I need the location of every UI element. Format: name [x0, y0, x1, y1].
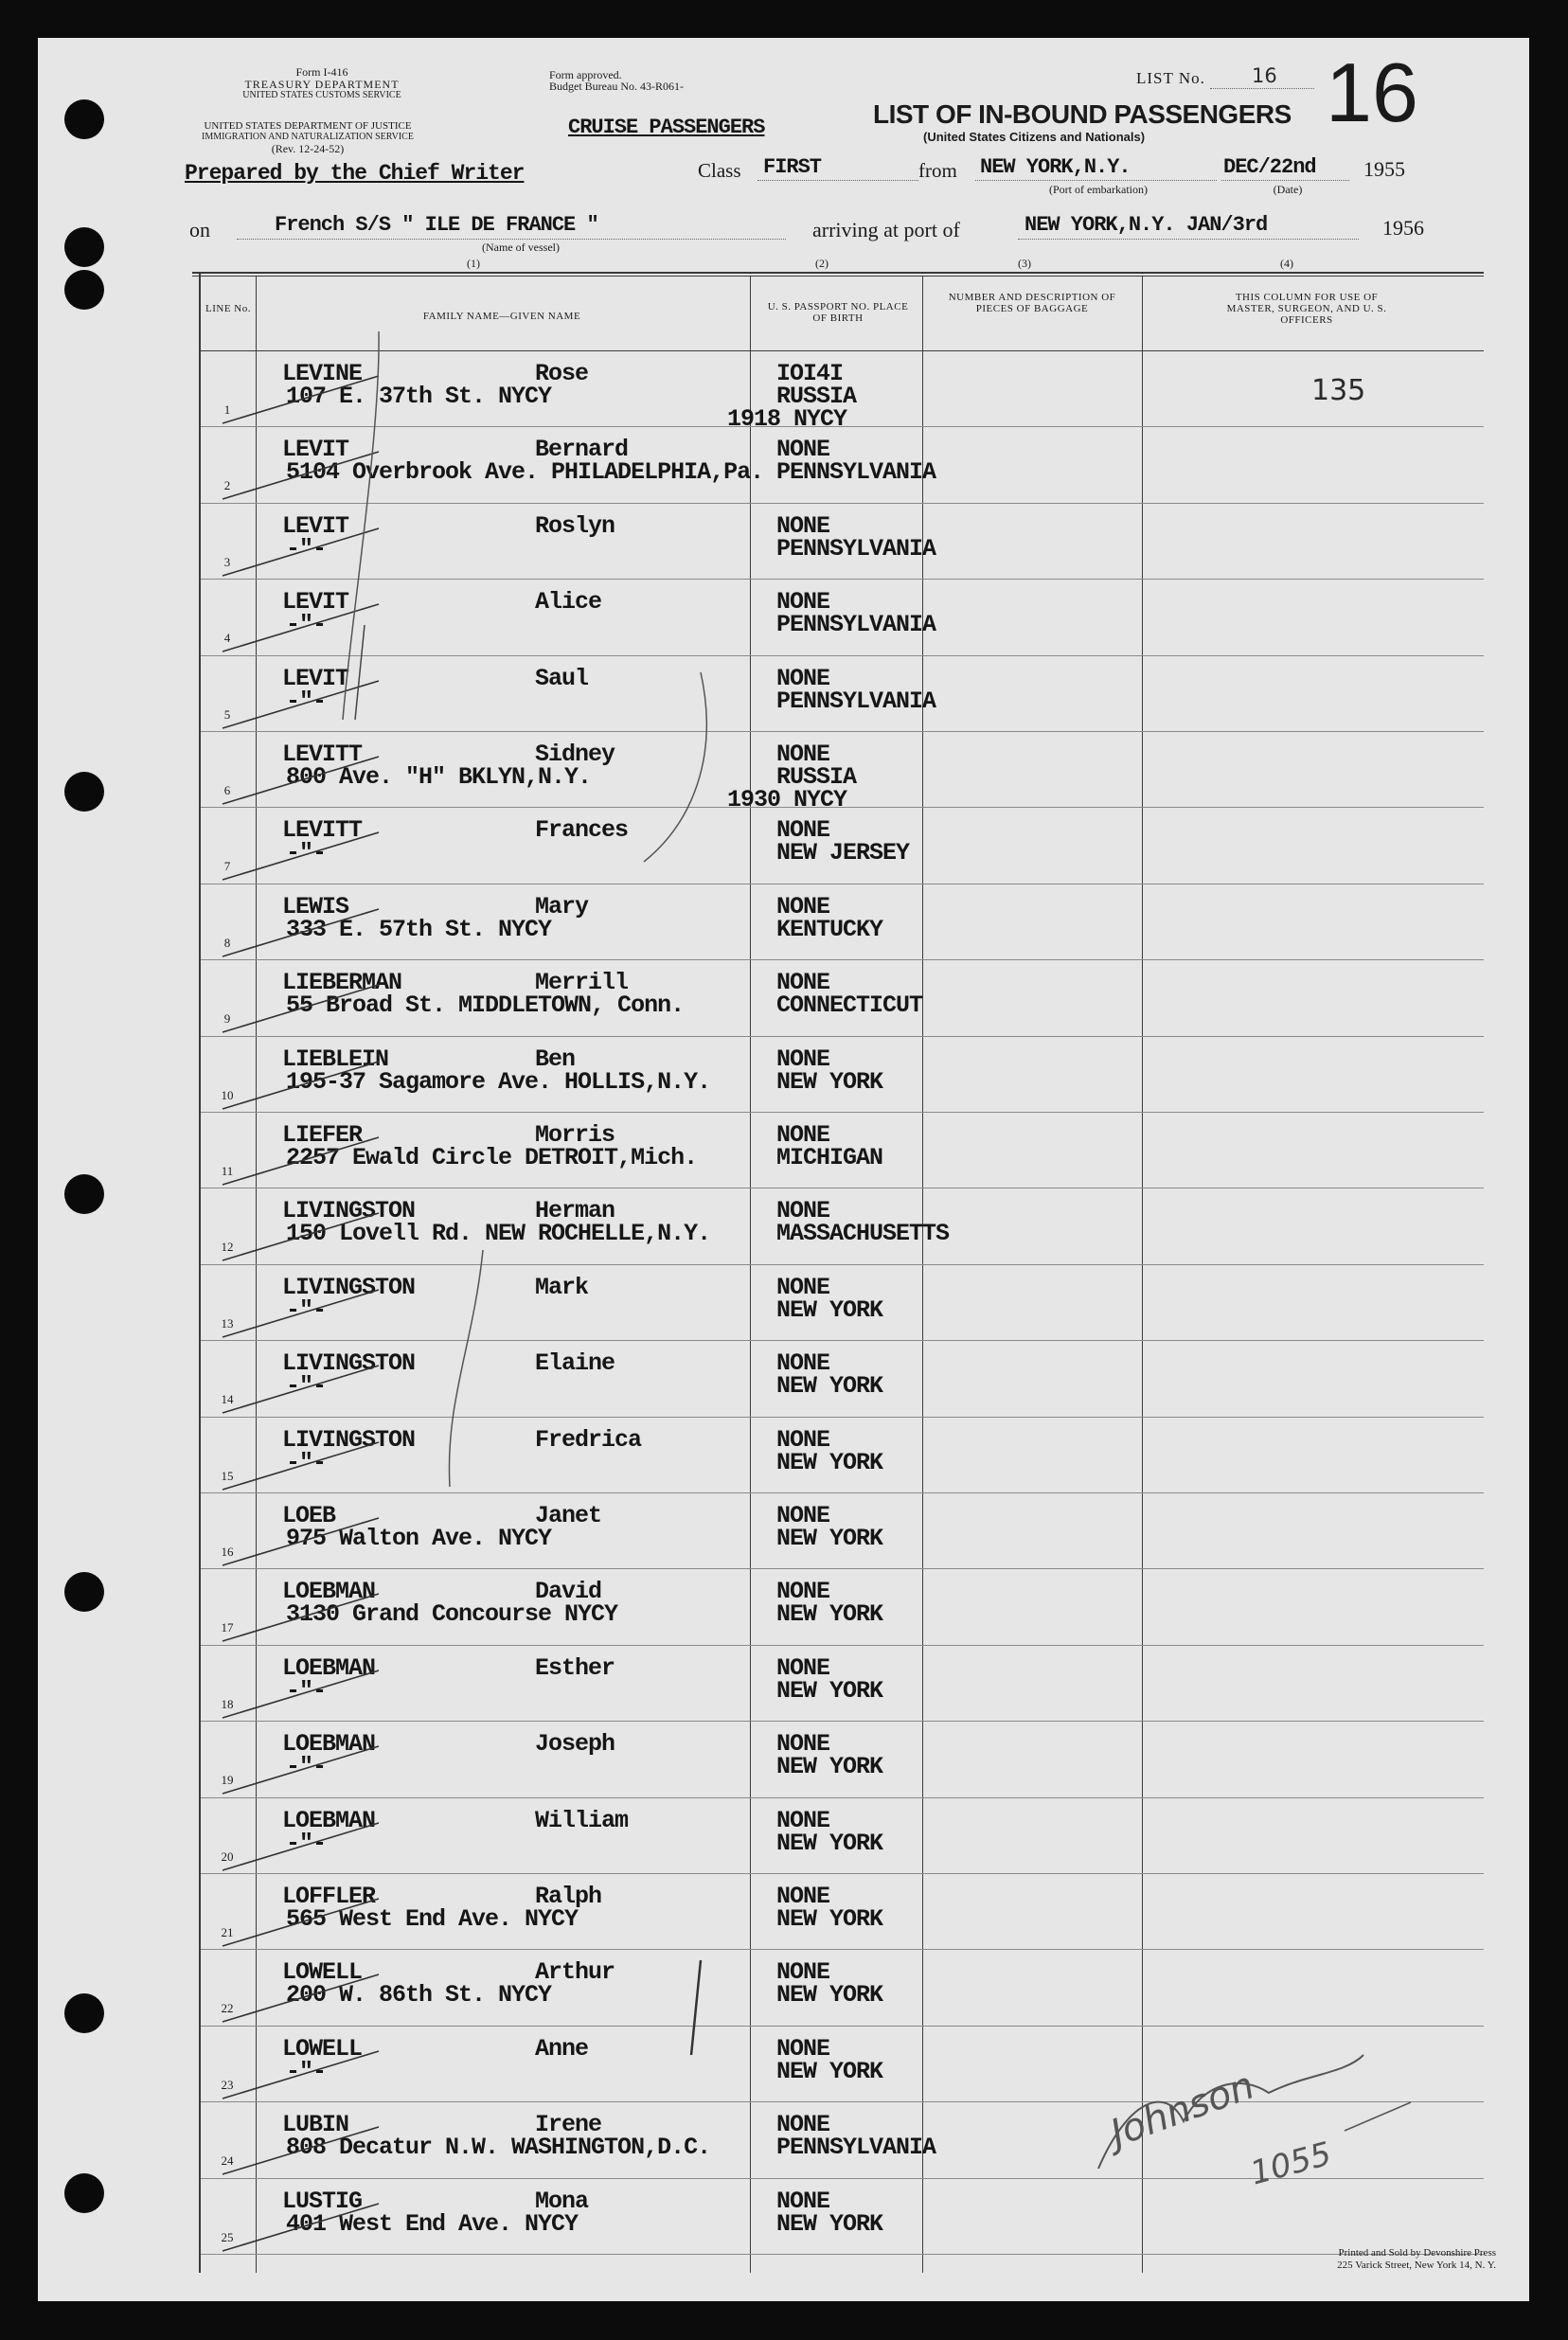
- line-number: 7: [223, 859, 231, 874]
- given-name: Herman: [535, 1197, 615, 1225]
- manifest-page: [38, 38, 1529, 2301]
- class-label: Class: [698, 159, 741, 182]
- line-number: 3: [223, 554, 231, 569]
- family-name: LIVINGSTON: [282, 1425, 416, 1454]
- header-baggage: NUMBER AND DESCRIPTION OF PIECES OF BAGGAGE: [948, 292, 1116, 314]
- passport-no: NONE: [776, 816, 830, 845]
- given-name: Arthur: [535, 1958, 615, 1987]
- place-of-birth: NEW YORK: [776, 1372, 883, 1401]
- col-marker-1: (1): [467, 257, 480, 270]
- port-caption: (Port of embarkation): [1049, 183, 1148, 196]
- passport-no: NONE: [776, 588, 830, 616]
- family-name: LOEBMAN: [282, 1653, 376, 1682]
- family-name: LIVINGSTON: [282, 1349, 416, 1378]
- address: 55 Broad St. MIDDLETOWN, Conn.: [286, 991, 685, 1020]
- budget-bureau: Budget Bureau No. 43-R061-: [549, 80, 684, 93]
- address: -"-: [286, 1676, 327, 1705]
- list-title: LIST OF IN-BOUND PASSENGERS: [873, 99, 1292, 129]
- naturalization: 1930 NYCY: [727, 786, 847, 813]
- place-of-birth: MICHIGAN: [776, 1144, 883, 1171]
- list-no-value: 16: [1252, 64, 1277, 87]
- passport-no: NONE: [776, 741, 830, 768]
- given-name: Janet: [535, 1502, 602, 1529]
- place-of-birth: NEW YORK: [776, 1981, 883, 2010]
- address: 5104 Overbrook Ave. PHILADELPHIA,Pa.: [286, 458, 764, 487]
- passport-no: NONE: [776, 2034, 830, 2063]
- passport-no: NONE: [776, 2187, 830, 2215]
- given-name: Sidney: [535, 741, 615, 768]
- address: 565 West End Ave. NYCY: [286, 1905, 579, 1933]
- passport-no: NONE: [776, 436, 830, 464]
- place-of-birth: PENNSYLVANIA: [776, 2134, 936, 2162]
- line-number: 6: [223, 783, 231, 797]
- place-of-birth: NEW YORK: [776, 1676, 883, 1705]
- from-label: from: [918, 159, 957, 182]
- given-name: Ralph: [535, 1883, 602, 1910]
- passport-no: NONE: [776, 1045, 830, 1073]
- list-no-label: LIST No.: [1136, 69, 1205, 87]
- place-of-birth: NEW YORK: [776, 1448, 883, 1476]
- date-caption: (Date): [1273, 183, 1303, 196]
- given-name: Frances: [535, 816, 629, 845]
- address: -"-: [286, 687, 327, 715]
- given-name: Bernard: [535, 436, 629, 464]
- list-no-stamp: 16: [1326, 45, 1418, 139]
- vessel-caption: (Name of vessel): [482, 241, 560, 254]
- line-number: 15: [221, 1468, 234, 1483]
- year-arrival: 1956: [1382, 216, 1424, 240]
- given-name: Elaine: [535, 1349, 615, 1378]
- printer-footer-line2: 225 Varick Street, New York 14, N. Y.: [1337, 2260, 1496, 2271]
- line-number: 4: [223, 631, 231, 646]
- col-marker-4: (4): [1280, 257, 1293, 270]
- place-of-birth: PENNSYLVANIA: [776, 687, 936, 715]
- line-number: 2: [223, 478, 231, 493]
- departure-date: DEC/22nd: [1223, 155, 1316, 179]
- given-name: Roslyn: [535, 511, 615, 540]
- line-number: 23: [221, 2077, 234, 2092]
- passport-no: NONE: [776, 1958, 830, 1987]
- passport-no: NONE: [776, 1273, 830, 1301]
- passport-no: NONE: [776, 1425, 830, 1454]
- place-of-birth: CONNECTICUT: [776, 991, 923, 1020]
- arrival-port-date: NEW YORK,N.Y. JAN/3rd: [1025, 213, 1268, 237]
- place-of-birth: NEW YORK: [776, 1295, 883, 1324]
- line-number: 22: [221, 2001, 234, 2016]
- examiner-number: 1055: [1246, 2135, 1336, 2193]
- pencil-marks: [38, 38, 1529, 2301]
- place-of-birth: RUSSIA: [776, 383, 857, 410]
- justice-dept: UNITED STATES DEPARTMENT OF JUSTICE: [204, 120, 412, 132]
- family-name: LOEBMAN: [282, 1730, 376, 1759]
- form-number: Form I-416: [295, 65, 348, 79]
- given-name: Rose: [535, 360, 589, 387]
- passport-no: NONE: [776, 2111, 830, 2139]
- passport-no: NONE: [776, 511, 830, 540]
- family-name: LOWELL: [282, 1958, 363, 1987]
- line-number: 12: [221, 1240, 234, 1255]
- given-name: William: [535, 1806, 629, 1834]
- place-of-birth: PENNSYLVANIA: [776, 611, 936, 639]
- address: 3130 Grand Concourse NYCY: [286, 1600, 618, 1629]
- line-number: 17: [221, 1620, 234, 1635]
- address: 200 W. 86th St. NYCY: [286, 1981, 552, 2010]
- family-name: LOEB: [282, 1502, 336, 1529]
- given-name: Irene: [535, 2111, 602, 2139]
- class-value: FIRST: [763, 155, 822, 179]
- given-name: Fredrica: [535, 1425, 642, 1454]
- family-name: LIEFER: [282, 1121, 363, 1149]
- address: 107 E. 37th St. NYCY: [286, 383, 552, 410]
- form-approved: Form approved.: [549, 68, 622, 81]
- line-number: 20: [221, 1849, 234, 1864]
- passport-no: NONE: [776, 1502, 830, 1529]
- passport-no: NONE: [776, 1883, 830, 1910]
- form-revision: (Rev. 12-24-52): [271, 142, 345, 155]
- family-name: LEVINE: [282, 360, 363, 387]
- family-name: LEVIT: [282, 511, 349, 540]
- passport-no: NONE: [776, 1121, 830, 1149]
- address: -"-: [286, 1295, 327, 1324]
- given-name: Mona: [535, 2187, 589, 2215]
- treasury-dept: TREASURY DEPARTMENT: [244, 78, 400, 91]
- port-embarkation: NEW YORK,N.Y.: [980, 155, 1131, 179]
- given-name: Anne: [535, 2034, 589, 2063]
- col-marker-2: (2): [815, 257, 829, 270]
- given-name: Saul: [535, 664, 589, 692]
- line-number: 21: [221, 1925, 234, 1939]
- passport-no: NONE: [776, 664, 830, 692]
- family-name: LIEBERMAN: [282, 969, 402, 997]
- place-of-birth: NEW YORK: [776, 1600, 883, 1629]
- address: 401 West End Ave. NYCY: [286, 2209, 579, 2238]
- family-name: LEVIT: [282, 588, 349, 616]
- place-of-birth: PENNSYLVANIA: [776, 534, 936, 563]
- place-of-birth: KENTUCKY: [776, 915, 883, 943]
- family-name: LOEBMAN: [282, 1578, 376, 1606]
- address: 2257 Ewald Circle DETROIT,Mich.: [286, 1144, 698, 1171]
- passport-no: NONE: [776, 1730, 830, 1759]
- passport-no: NONE: [776, 892, 830, 920]
- passport-no: NONE: [776, 1197, 830, 1225]
- customs-service: UNITED STATES CUSTOMS SERVICE: [242, 90, 401, 100]
- address: -"-: [286, 611, 327, 639]
- prepared-by: Prepared by the Chief Writer: [185, 161, 525, 186]
- address: -"-: [286, 1372, 327, 1401]
- address: -"-: [286, 1753, 327, 1781]
- family-name: LOEBMAN: [282, 1806, 376, 1834]
- address: -"-: [286, 2057, 327, 2085]
- given-name: Alice: [535, 588, 602, 616]
- on-label: on: [189, 218, 210, 241]
- place-of-birth: MASSACHUSETTS: [776, 1220, 950, 1248]
- place-of-birth: RUSSIA: [776, 763, 857, 791]
- place-of-birth: NEW YORK: [776, 1067, 883, 1096]
- vessel-name: French S/S " ILE DE FRANCE ": [275, 213, 598, 237]
- place-of-birth: PENNSYLVANIA: [776, 458, 936, 487]
- arriving-label: arriving at port of: [812, 218, 960, 241]
- line-number: 9: [223, 1011, 231, 1027]
- given-name: Mark: [535, 1273, 589, 1301]
- header-line-no: LINE No.: [205, 303, 251, 314]
- given-name: Mary: [535, 892, 589, 920]
- given-name: Morris: [535, 1121, 615, 1149]
- place-of-birth: NEW YORK: [776, 1525, 883, 1552]
- place-of-birth: NEW YORK: [776, 2209, 883, 2238]
- officer-note: 135: [1311, 374, 1366, 407]
- address: 808 Decatur N.W. WASHINGTON,D.C.: [286, 2134, 711, 2162]
- line-number: 13: [221, 1315, 234, 1331]
- family-name: LEVIT: [282, 664, 349, 692]
- naturalization: 1918 NYCY: [727, 405, 847, 433]
- family-name: LIEBLEIN: [282, 1045, 389, 1073]
- family-name: LEVITT: [282, 741, 363, 768]
- passport-no: IOI4I: [776, 360, 844, 387]
- passport-no: NONE: [776, 1349, 830, 1378]
- address: 800 Ave. "H" BKLYN,N.Y.: [286, 763, 592, 791]
- address: -"-: [286, 1448, 327, 1476]
- family-name: LEWIS: [282, 892, 349, 920]
- given-name: David: [535, 1578, 602, 1606]
- line-number: 25: [221, 2229, 234, 2244]
- given-name: Esther: [535, 1653, 615, 1682]
- col-marker-3: (3): [1018, 257, 1031, 270]
- passport-no: NONE: [776, 969, 830, 997]
- line-number: 16: [221, 1545, 234, 1559]
- line-number: 11: [221, 1164, 234, 1178]
- family-name: LOFFLER: [282, 1883, 376, 1910]
- ins-service: IMMIGRATION AND NATURALIZATION SERVICE: [202, 132, 414, 142]
- address: -"-: [286, 1829, 327, 1857]
- cruise-passengers-stamp: CRUISE PASSENGERS: [568, 116, 765, 139]
- passport-no: NONE: [776, 1806, 830, 1834]
- printer-footer-line1: Printed and Sold by Devonshire Press: [1338, 2247, 1496, 2259]
- address: -"-: [286, 839, 327, 867]
- family-name: LOWELL: [282, 2034, 363, 2063]
- given-name: Ben: [535, 1045, 576, 1073]
- family-name: LEVITT: [282, 816, 363, 845]
- passport-no: NONE: [776, 1578, 830, 1606]
- list-subtitle: (United States Citizens and Nationals): [923, 130, 1146, 144]
- address: 333 E. 57th St. NYCY: [286, 915, 552, 943]
- family-name: LIVINGSTON: [282, 1197, 416, 1225]
- line-number: 5: [223, 706, 231, 722]
- passport-no: NONE: [776, 1653, 830, 1682]
- examiner-signature: Johnson: [1104, 2063, 1260, 2156]
- place-of-birth: NEW YORK: [776, 1905, 883, 1933]
- address: 195-37 Sagamore Ave. HOLLIS,N.Y.: [286, 1067, 711, 1096]
- header-passport: U. S. PASSPORT NO. PLACE OF BIRTH: [767, 301, 909, 324]
- family-name: LUSTIG: [282, 2187, 363, 2215]
- address: 975 Walton Ave. NYCY: [286, 1525, 552, 1552]
- header-name: FAMILY NAME—GIVEN NAME: [422, 311, 581, 322]
- family-name: LIVINGSTON: [282, 1273, 416, 1301]
- family-name: LEVIT: [282, 436, 349, 464]
- given-name: Merrill: [535, 969, 629, 997]
- place-of-birth: NEW YORK: [776, 1829, 883, 1857]
- header-officers: THIS COLUMN FOR USE OF MASTER, SURGEON, AND U. S. OFFICERS: [1226, 292, 1387, 326]
- line-number: 1: [223, 402, 231, 417]
- line-number: 18: [221, 1696, 234, 1711]
- place-of-birth: NEW JERSEY: [776, 839, 910, 867]
- place-of-birth: NEW YORK: [776, 1753, 883, 1781]
- given-name: Joseph: [535, 1730, 615, 1759]
- address: -"-: [286, 534, 327, 563]
- line-number: 24: [221, 2153, 234, 2169]
- line-number: 8: [223, 935, 231, 950]
- address: 150 Lovell Rd. NEW ROCHELLE,N.Y.: [286, 1220, 711, 1248]
- year-departure: 1955: [1363, 157, 1405, 181]
- family-name: LUBIN: [282, 2111, 349, 2139]
- line-number: 10: [221, 1087, 234, 1102]
- line-number: 19: [221, 1773, 234, 1788]
- line-number: 14: [221, 1392, 234, 1407]
- place-of-birth: NEW YORK: [776, 2057, 883, 2085]
